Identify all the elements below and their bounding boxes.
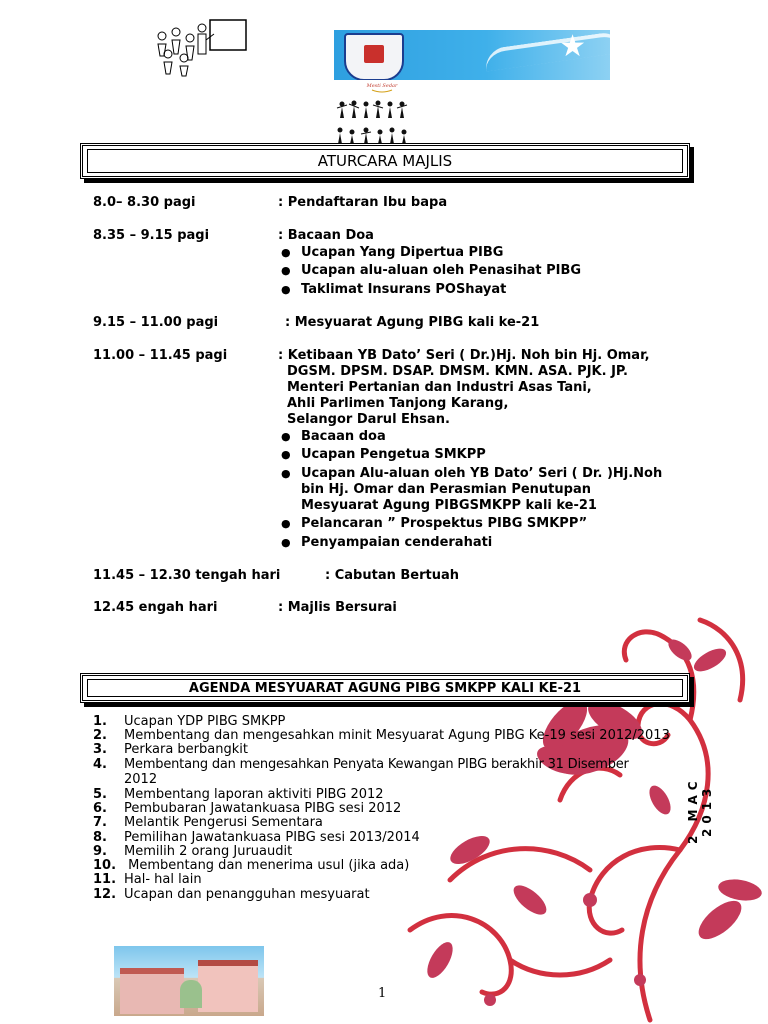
schedule-desc: : Cabutan Bertuah <box>325 568 459 583</box>
agenda-item: 2012 <box>124 772 158 787</box>
agenda-item: 9. Memilih 2 orang Juruaudit <box>93 844 293 859</box>
bullet-icon: ● <box>281 517 291 530</box>
agenda-item: 6. Pembubaran Jawatankuasa PIBG sesi 2012 <box>93 801 402 816</box>
dancers-illustration <box>334 96 414 146</box>
school-crest-icon <box>344 33 404 80</box>
agenda-item: 10. Membentang dan menerima usul (jika ada) <box>93 858 410 873</box>
schedule-time: 8.35 – 9.15 pagi <box>93 228 210 243</box>
tagline-logo <box>362 80 402 94</box>
list-item: ● Bacaan doa <box>281 429 386 444</box>
schedule-desc: : Ketibaan YB Dato’ Seri ( Dr.)Hj. Noh bin Hj. Omar, <box>278 348 650 363</box>
list-item-cont: Mesyuarat Agung PIBGSMKPP kali ke-21 <box>301 498 597 513</box>
vip-line: Selangor Darul Ehsan. <box>287 412 450 427</box>
agenda-item: 4. Membentang dan mengesahkan Penyata Kewangan PIBG berakhir 31 Disember <box>93 757 629 772</box>
aturcara-title: ATURCARA MAJLIS <box>317 152 453 170</box>
school-banner <box>334 30 610 80</box>
schedule-time: 11.45 – 12.30 tengah hari <box>93 568 281 583</box>
vip-line: Ahli Parlimen Tanjong Karang, <box>287 396 509 411</box>
agenda-item: 3. Perkara berbangkit <box>93 742 248 757</box>
schedule-time: 11.00 – 11.45 pagi <box>93 348 228 363</box>
list-item: ● Ucapan alu-aluan oleh Penasihat PIBG <box>281 263 582 278</box>
agenda-title-box <box>80 673 690 703</box>
bullet-icon: ● <box>281 264 291 277</box>
list-item-cont: bin Hj. Omar dan Perasmian Penutupan <box>301 482 591 497</box>
bullet-icon: ● <box>281 448 291 461</box>
classroom-illustration <box>152 14 252 78</box>
list-item: ● Pelancaran ” Prospektus PIBG SMKPP” <box>281 516 588 531</box>
star-icon: ★ <box>559 30 586 64</box>
agenda-item: 8. Pemilihan Jawatankuasa PIBG sesi 2013/2014 <box>93 830 420 845</box>
agenda-item: 12. Ucapan dan penangguhan mesyuarat <box>93 887 370 902</box>
bullet-icon: ● <box>281 467 291 480</box>
agenda-item: 1. Ucapan YDP PIBG SMKPP <box>93 714 286 729</box>
bullet-icon: ● <box>281 246 291 259</box>
vip-line: Menteri Pertanian dan Industri Asas Tani, <box>287 380 592 395</box>
bullet-icon: ● <box>281 430 291 443</box>
agenda-item: 7. Melantik Pengerusi Sementara <box>93 815 323 830</box>
schedule-desc: : Pendaftaran Ibu bapa <box>278 195 448 210</box>
page-number: 1 <box>378 986 387 1001</box>
agenda-title: AGENDA MESYUARAT AGUNG PIBG SMKPP KALI KE-21 <box>188 680 582 696</box>
aturcara-title-box <box>80 143 690 179</box>
banner-swoosh <box>483 30 610 71</box>
vip-line: DGSM. DPSM. DSAP. DMSM. KMN. ASA. PJK. JP. <box>287 364 628 379</box>
schedule-desc: : Mesyuarat Agung PIBG kali ke-21 <box>285 315 540 330</box>
side-date: 2 MAC 2013 <box>686 776 714 844</box>
agenda-item: 5. Membentang laporan aktiviti PIBG 2012 <box>93 787 384 802</box>
schedule-time: 9.15 – 11.00 pagi <box>93 315 219 330</box>
schedule-time: 12.45 engah hari <box>93 600 218 615</box>
agenda-item: 2. Membentang dan mengesahkan minit Mesyuarat Agung PIBG Ke-19 sesi 2012/2013 <box>93 728 670 743</box>
list-item: ● Ucapan Yang Dipertua PIBG <box>281 245 504 260</box>
list-item: ● Penyampaian cenderahati <box>281 535 493 550</box>
list-item: ● Ucapan Alu-aluan oleh YB Dato’ Seri ( Dr. )Hj.Noh <box>281 466 663 481</box>
schedule-desc: : Majlis Bersurai <box>278 600 397 615</box>
list-item: ● Ucapan Pengetua SMKPP <box>281 447 486 462</box>
agenda-item: 11. Hal- hal lain <box>93 872 202 887</box>
bullet-icon: ● <box>281 283 291 296</box>
schedule-desc: : Bacaan Doa <box>278 228 374 243</box>
school-photo <box>114 946 264 1016</box>
list-item: ● Taklimat Insurans POShayat <box>281 282 507 297</box>
schedule-time: 8.0– 8.30 pagi <box>93 195 196 210</box>
bullet-icon: ● <box>281 536 291 549</box>
tagline-logo-text: Mesti Sedar <box>366 83 398 89</box>
